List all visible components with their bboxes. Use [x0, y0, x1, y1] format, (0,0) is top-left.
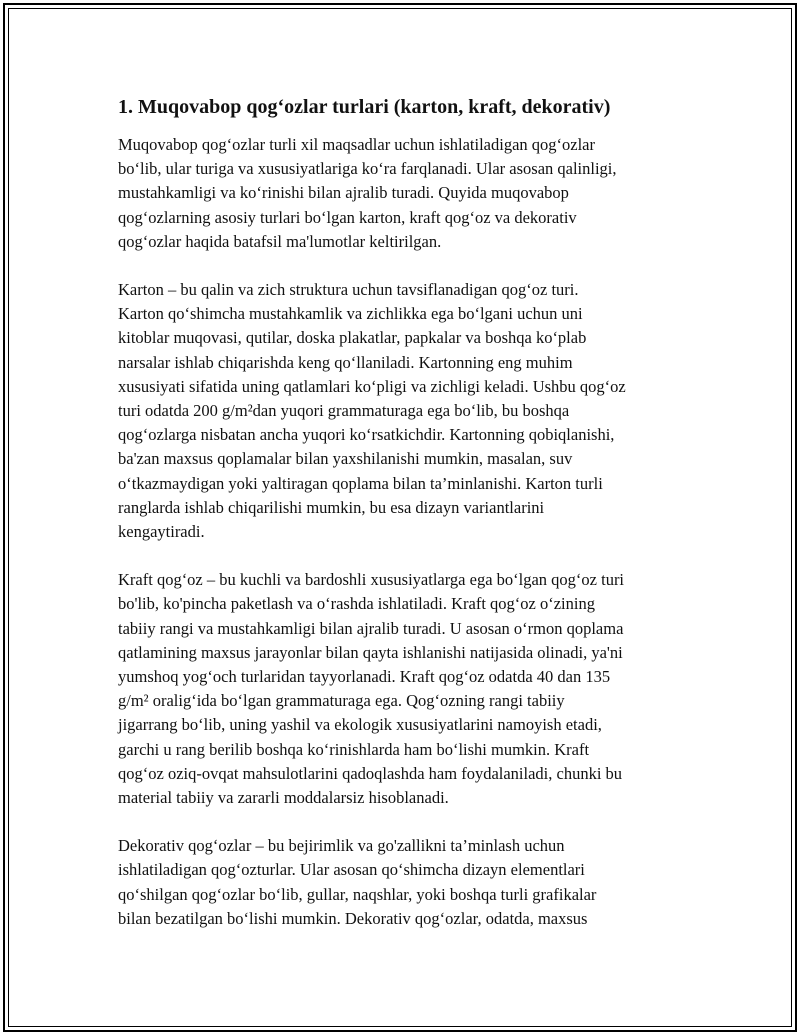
paragraph-karton — [118, 278, 690, 544]
text-line: turi odatda 200 g/m²dan yuqori grammaturaga ega bo‘lib, bu boshqa — [118, 401, 570, 421]
text-line: o‘tkazmaydigan yoki yaltiragan qoplama bilan ta’minlanishi. Karton turli — [118, 473, 603, 493]
text-line: Karton – bu qalin va zich struktura uchun tavsiflanadigan qog‘oz turi. — [118, 280, 579, 300]
text-line: qo‘shilgan qog‘ozlar bo‘lib, gullar, naqshlar, yoki boshqa turli grafikalar — [118, 884, 597, 904]
text-line: garchi u rang berilib boshqa ko‘rinishlarda ham bo‘lishi mumkin. Kraft — [118, 739, 590, 759]
text-line: mustahkamligi va ko‘rinishi bilan ajralib turadi. Quyida muqovabop — [118, 183, 569, 203]
text-line: ba'zan maxsus qoplamalar bilan yaxshilanishi mumkin, masalan, suv — [118, 449, 573, 469]
text-line: yumshoq yog‘och turlaridan tayyorlanadi. Kraft qog‘oz odatda 40 dan 135 — [118, 667, 611, 687]
text-line: bilan bezatilgan bo‘lishi mumkin. Dekorativ qog‘ozlar, odatda, maxsus — [118, 908, 588, 928]
text-line: Kraft qog‘oz – bu kuchli va bardoshli xususiyatlarga ega bo‘lgan qog‘oz turi — [118, 570, 625, 590]
document-body — [118, 95, 690, 955]
text-line: Dekorativ qog‘ozlar – bu bejirimlik va go'zallikni ta’minlash uchun — [118, 836, 565, 856]
text-line: qog‘ozlar haqida batafsil ma'lumotlar keltirilgan. — [118, 231, 442, 251]
section-heading: 1. Muqovabop qog‘ozlar turlari (karton, kraft, dekorativ) — [118, 96, 611, 118]
text-line: qog‘ozlarning asosiy turlari bo‘lgan karton, kraft qog‘oz va dekorativ — [118, 207, 577, 227]
text-line: qog‘oz oziq-ovqat mahsulotlarini qadoqlashda ham foydalaniladi, chunki bu — [118, 763, 623, 783]
text-line: jigarrang bo‘lib, uning yashil va ekologik xususiyatlarini namoyish etadi, — [118, 715, 602, 735]
text-line: g/m² oralig‘ida bo‘lgan grammaturaga ega. Qog‘ozning rangi tabiiy — [118, 691, 565, 711]
text-line: Muqovabop qog‘ozlar turli xil maqsadlar uchun ishlatiladigan qog‘ozlar — [118, 135, 596, 154]
text-line: qatlamining maxsus jarayonlar bilan qayta ishlanishi natijasida olinadi, ya'ni — [118, 642, 623, 662]
text-line: material tabiiy va zararli moddalarsiz hisoblanadi. — [118, 788, 449, 808]
text-line: ranglarda ishlab chiqarilishi mumkin, bu esa dizayn variantlarini — [118, 497, 545, 517]
text-line: kengaytiradi. — [118, 522, 205, 542]
text-line: bo'lib, ko'pincha paketlash va o‘rashda ishlatiladi. Kraft qog‘oz o‘zining — [118, 594, 595, 614]
paragraph-kraft — [118, 568, 690, 810]
text-line: kitoblar muqovasi, qutilar, doska plakatlar, papkalar va boshqa ko‘plab — [118, 328, 587, 348]
text-line: tabiiy rangi va mustahkamligi bilan ajralib turadi. U asosan o‘rmon qoplama — [118, 618, 624, 638]
text-line: bo‘lib, ular turiga va xususiyatlariga ko‘ra farqlanadi. Ular asosan qalinligi, — [118, 159, 617, 179]
paragraph-dekorativ — [118, 834, 690, 931]
paragraph-intro — [118, 133, 690, 254]
text-line: xususiyati sifatida uning qatlamlari ko‘pligi va zichligi keladi. Ushbu qog‘oz — [118, 376, 626, 396]
text-line: qog‘ozlarga nisbatan ancha yuqori ko‘rsatkichdir. Kartonning qobiqlanishi, — [118, 425, 615, 445]
text-line: Karton qo‘shimcha mustahkamlik va zichlikka ega bo‘lgani uchun uni — [118, 304, 583, 324]
text-line: narsalar ishlab chiqarishda keng qo‘llaniladi. Kartonning eng muhim — [118, 352, 573, 372]
text-line: ishlatiladigan qog‘ozturlar. Ular asosan qo‘shimcha dizayn elementlari — [118, 860, 585, 880]
